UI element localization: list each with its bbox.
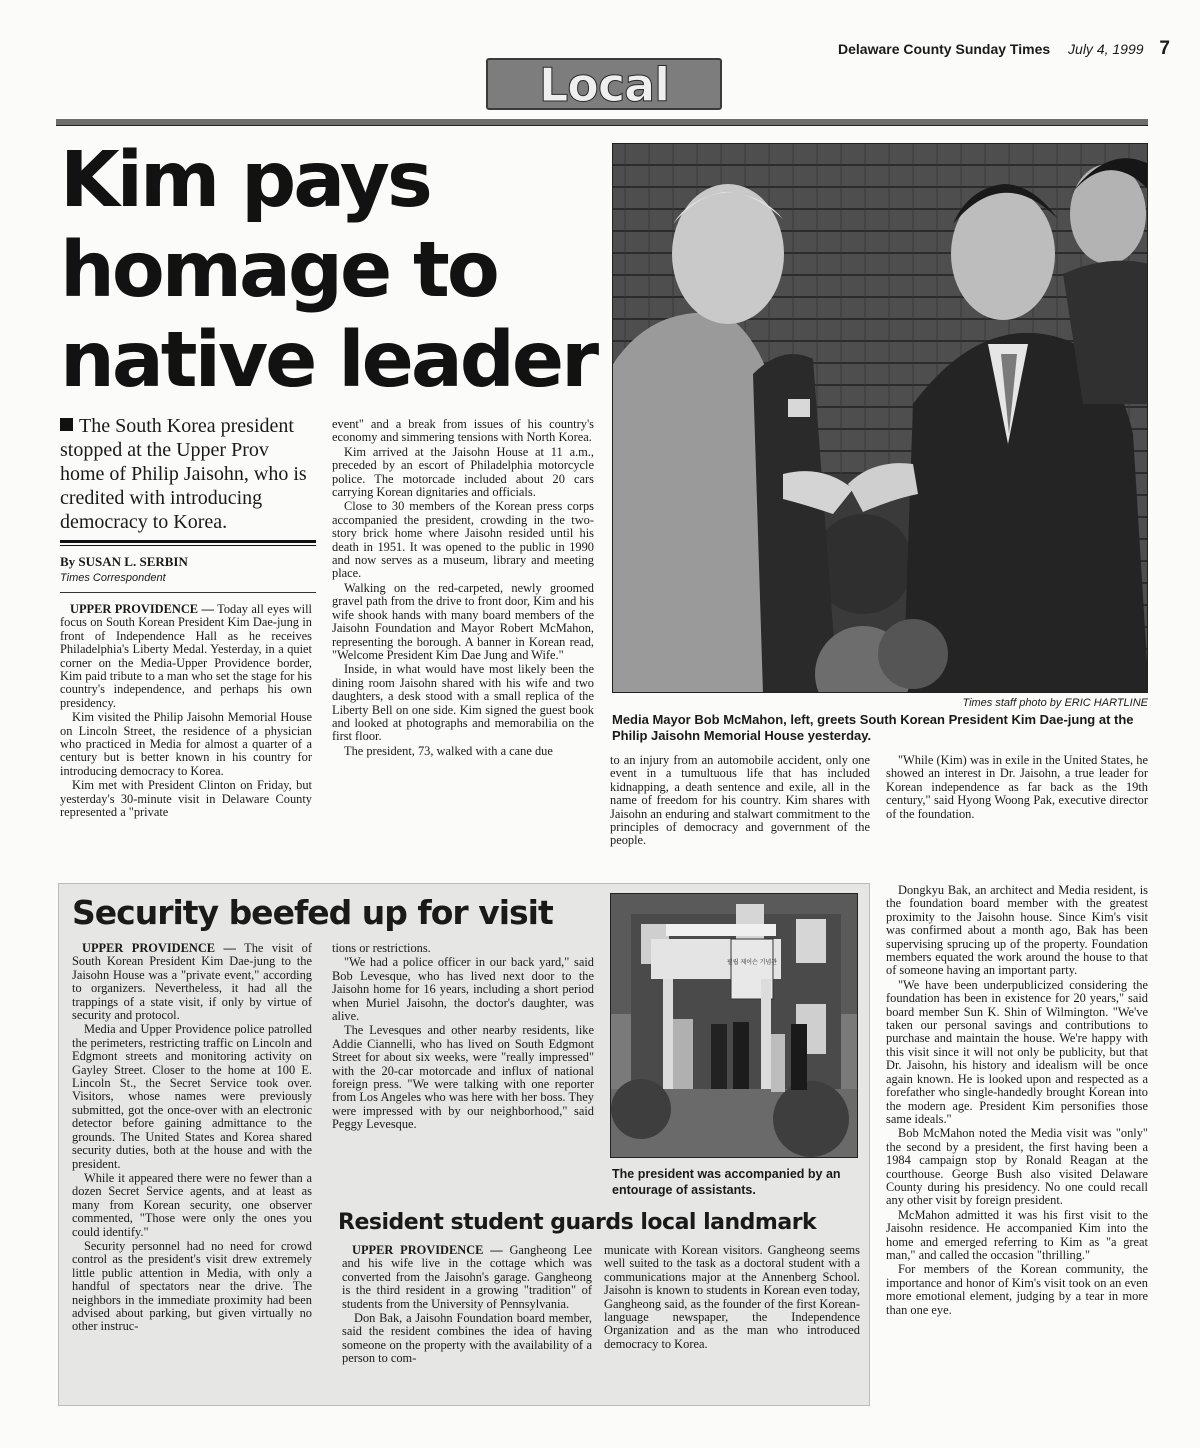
dateline: UPPER PROVIDENCE —	[352, 1244, 503, 1257]
paragraph: Security personnel had no need for crowd control as the president's visit drew extremely little public attention in Media, with only a handful of spectators near the drive. The neighbors in the immediate proximity had been advised about parking, but given virtually no other instruc-	[72, 1238, 312, 1334]
paragraph: Kim arrived at the Jaisohn House at 11 a.m., preceded by an escort of Philadelphia motorcycle police. The motorcade included about 20 cars carrying Korean dignitaries and officials.	[332, 444, 594, 500]
byline-name: By SUSAN L. SERBIN	[60, 554, 188, 569]
publication-name: Delaware County Sunday Times	[838, 41, 1051, 57]
paragraph: UPPER PROVIDENCE — Gangheong Lee and his wife live in the cottage which was converted from the Jaisohn's garage. Gangheong is the third resident in a growing "tradition" of students from the University of Pennsylvania.	[342, 1244, 592, 1311]
house-photo-image	[611, 894, 858, 1158]
paragraph: "While (Kim) was in exile in the United States, he showed an interest in Dr. Jaisohn, a true leader for Korean independence as far back as the 19th century," said Hyong Woong Pak, executive director of the foundation.	[886, 754, 1148, 821]
byline-rule	[60, 592, 316, 593]
paragraph: For members of the Korean community, the importance and honor of Kim's visit took on an even more emotional element, judging by a tear in more than one eye.	[886, 1262, 1148, 1317]
paragraph: UPPER PROVIDENCE — Today all eyes will focus on South Korean President Kim Dae-jung in front of Independence Hall as he receives Philadelphia's Liberty Medal. Yesterday, in a quiet corner on the Media-Upper Providence border, Kim paid tribute to a man who set the stage for his country's independence, and perhaps his own presidency.	[60, 603, 312, 710]
byline-title: Times Correspondent	[60, 572, 166, 584]
handshake-photo-image	[613, 144, 1148, 693]
paragraph: UPPER PROVIDENCE — The visit of South Korean President Kim Dae-jung to the Jaisohn House was a "private event," according to organizers. Nevertheless, it had all the trappings of a state visit, if only by virtue of security and protocol.	[72, 942, 312, 1023]
paragraph: Kim visited the Philip Jaisohn Memorial House on Lincoln Street, the residence of a physician who practiced in Media for almost a quarter of a century but is better known in his country for introducing democracy to Korea.	[60, 710, 312, 778]
section-flag	[486, 58, 722, 110]
page-folio	[700, 38, 1170, 60]
photo-caption: Media Mayor Bob McMahon, left, greets South Korean President Kim Dae-jung at the Philip Jaisohn Memorial House yesterday.	[612, 712, 1134, 743]
paragraph: Close to 30 members of the Korean press corps accompanied the president, crowding in the two-story brick home where Jaisohn resided until his death in 1951. It was opened to the public in 1990 and now serves as a museum, library and meeting place.	[332, 499, 594, 581]
main-photo	[612, 143, 1148, 693]
deck-text: The South Korea president stopped at the Upper Prov home of Philip Jaisohn, who is credited with introducing democracy to Korea.	[60, 415, 307, 533]
paragraph: Don Bak, a Jaisohn Foundation board member, said the resident combines the idea of having someone on the property with the availability of a person to com-	[342, 1311, 592, 1366]
house-photo-caption: The president was accompanied by an entourage of assistants.	[612, 1167, 841, 1197]
dateline: UPPER PROVIDENCE —	[70, 603, 214, 616]
paragraph: event" and a break from issues of his country's economy and simmering tensions with North Korea.	[332, 418, 594, 445]
paragraph: tions or restrictions.	[332, 942, 431, 955]
section-flag-label: Local	[539, 58, 669, 112]
paragraph: Bob McMahon noted the Media visit was "only" the second by a president, the first having been a 1984 campaign stop by Ronald Reagan at the courthouse. George Bush also visited Delaware County during his presidency. No one could recall any other visit by foreign president.	[886, 1126, 1148, 1208]
section-rule	[56, 119, 1148, 126]
paragraph: "We have been underpublicized considering the foundation has been in existence for 20 years," said board member Sun K. Shin of Wilmington. "We've taken our personal savings and contributions to purchase and maintain the house. We're happy with this visit since it will not only be publicity, but that Dr. Jaisohn, his history and idealism will be once again known. He is looked upon and respected as a forefather who single-handedly brought Korean into the modern age. President Kim personifies those same ideals."	[886, 977, 1148, 1126]
sidebar-headline: Security beefed up for visit	[72, 893, 553, 932]
story-deck	[60, 414, 310, 534]
paragraph: Media and Upper Providence police patrolled the perimeters, restricting traffic on Lincoln and Edgmont streets and monitoring activity on Gayley Street. Closer to the home at 100 E. Lincoln St., the Secret Service took over. Visitors, whose names were previously submitted, got the once-over with an electronic detector before gaining admittance to the grounds. The United States and Korea shared security duties, both at the house and with the president.	[72, 1022, 312, 1171]
story-column-4	[886, 754, 1148, 882]
sub-story-column-2	[604, 1244, 860, 1404]
paragraph: McMahon admitted it was his first visit to the Jaisohn residence. He accompanied Kim into the home and emerged referring to Kim as "a great man," and called the occasion "thrilling."	[886, 1207, 1148, 1262]
dateline: UPPER PROVIDENCE —	[82, 942, 236, 955]
story-column-5	[886, 884, 1148, 1414]
paragraph: municate with Korean visitors. Gangheong seems well suited to the task as a doctoral student with a communications major at the Annenberg School. Jaisohn is known to students in Korean even today, Gangheong said, as the founder of the first Korean-language newspaper, the Independence Organization and as the man who introduced democracy to Korea.	[604, 1244, 860, 1351]
page-number: 7	[1159, 38, 1170, 59]
photo-credit: Times staff photo by ERIC HARTLINE	[962, 697, 1148, 709]
paragraph: Kim met with President Clinton on Friday, but yesterday's 30-minute visit in Delaware County represented a "private	[60, 778, 312, 820]
paragraph: The president, 73, walked with a cane due	[344, 743, 553, 758]
headline-line: native leader	[60, 316, 597, 405]
paragraph: "We had a police officer in our back yard," said Bob Levesque, who has lived next door to the Jaisohn home for 16 years, including a short period when Muriel Jaisohn, the doctor's daughter, was alive.	[332, 955, 594, 1024]
story-column-3	[610, 754, 870, 872]
story-column-1	[60, 603, 312, 871]
paragraph: to an injury from an automobile accident, only one event in a tumultuous life that has included kidnapping, a death sentence and exile, all in the name of freedom for his country. Kim shares with Jaisohn an enduring and stalwart commitment to the principles of democracy and government of the people.	[610, 754, 870, 848]
main-headline	[60, 136, 608, 406]
deck-rule	[60, 540, 316, 546]
publication-date: July 4, 1999	[1068, 41, 1144, 57]
paragraph: The Levesques and other nearby residents, like Addie Ciannelli, who has lived on South Edgmont Street for about six weeks, were "really impressed" with the 20-car motorcade and influx of national foreign press. "We were talking with one reporter from Los Angeles who was here with her boss. They were impressed with by our neighborhood," said Peggy Levesque.	[332, 1023, 594, 1132]
sub-story-column-1	[342, 1244, 592, 1404]
sidebar-column-2	[332, 942, 594, 1196]
bullet-square-icon	[60, 418, 73, 431]
headline-line: homage to	[60, 226, 497, 315]
banner-text: 필립 제이슨 기념관	[726, 959, 778, 966]
sub-story-headline: Resident student guards local landmark	[338, 1210, 817, 1235]
paragraph: While it appeared there were no fewer than a dozen Secret Service agents, and at least as many from Korean security, one observer commented, "Those were only the ones you could identify."	[72, 1170, 312, 1239]
sidebar-column-1	[72, 942, 312, 1404]
paragraph: Inside, in what would have most likely been the dining room Jaisohn shared with his wife and two daughters, a desk stood with a small replica of the Liberty Bell on one side. Kim signed the guest book and looked at photographs and memorabilia on the first floor.	[332, 662, 594, 744]
paragraph: Dongkyu Bak, an architect and Media resident, is the foundation board member with the greatest proximity to the Jaisohn house. Since Kim's visit was confirmed about a month ago, Bak has been supervising sprucing up of the property. Foundation members equated the work around the house to that of someone having an important party.	[886, 884, 1148, 978]
paragraph: Walking on the red-carpeted, newly groomed gravel path from the drive to front door, Kim and his wife shook hands with many board members of the Jaisohn Foundation and Mayor Robert McMahon, representing the borough. A banner in Korean read, "Welcome President Kim Dae Jung and Wife."	[332, 580, 594, 662]
headline-line: Kim pays	[60, 136, 430, 225]
house-photo	[610, 893, 858, 1158]
story-column-2	[332, 418, 594, 874]
